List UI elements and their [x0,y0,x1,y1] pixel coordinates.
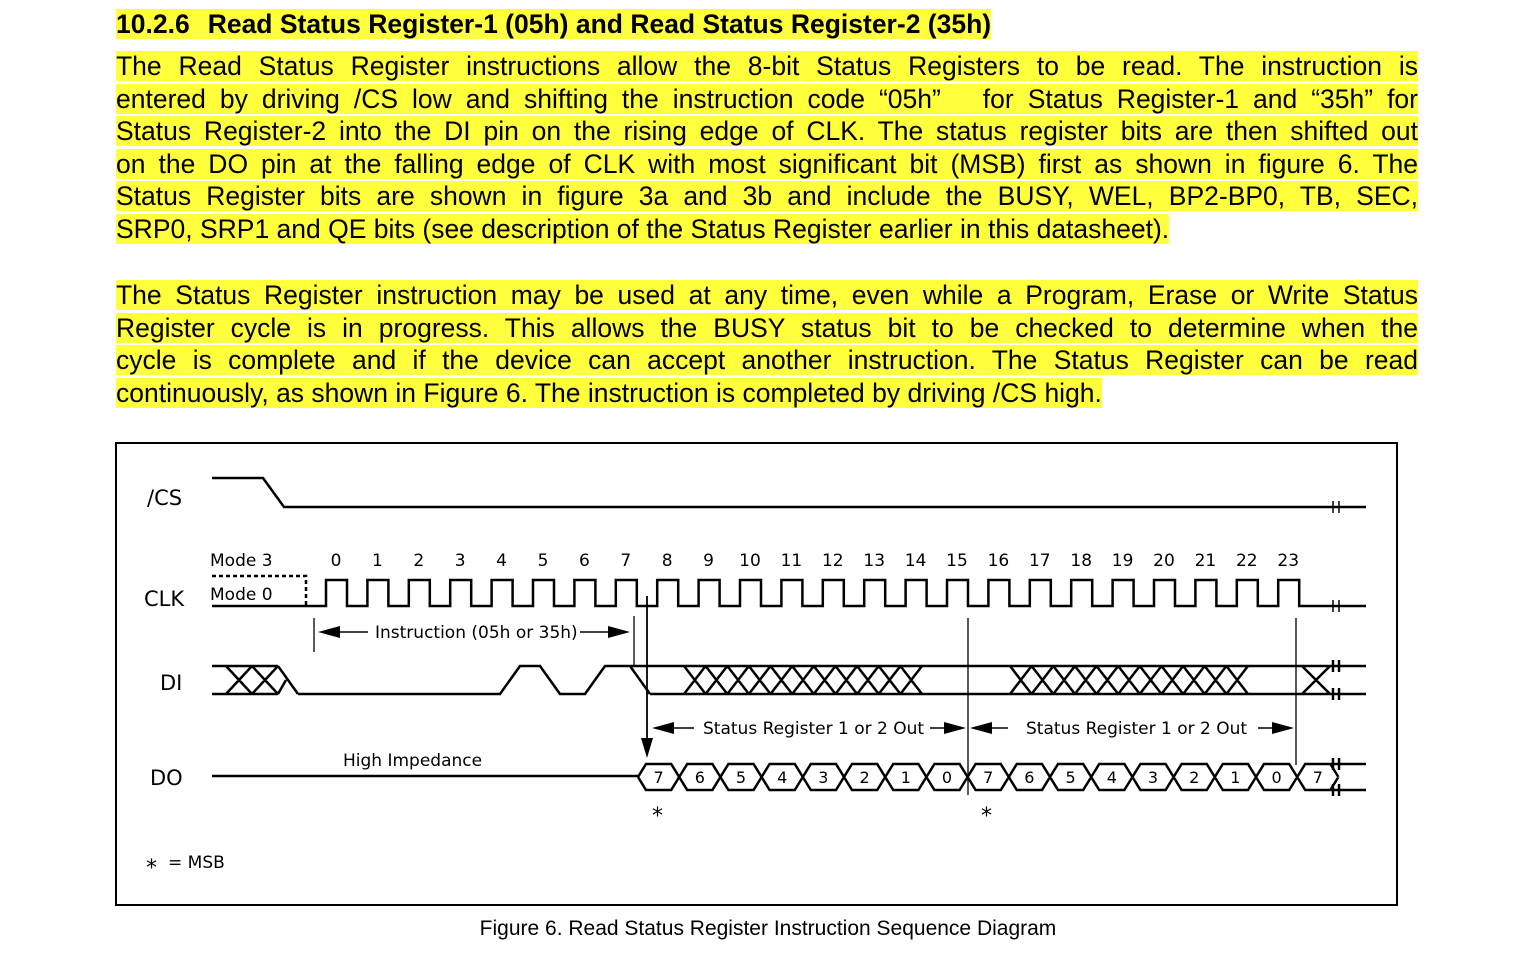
do-label: DO [150,766,183,790]
status-arrow-left-2 [970,722,992,734]
do-bit-label: 2 [1189,768,1200,787]
msb-arrow-head [641,738,653,758]
clock-number: 21 [1194,551,1217,571]
msb-mark: * [652,804,663,829]
do-bit-label: 5 [735,768,747,787]
cs-waveform [212,478,1366,507]
paragraph-line: Status Register-2 into the DI pin on the rising edge of CLK. The status register bits are then shifted out [116,116,1418,146]
mode3-label: Mode 3 [210,551,273,571]
clock-number: 11 [780,551,803,571]
do-bit-label: 5 [1065,768,1076,787]
do-bit-label: 4 [1106,768,1117,787]
instruction-arrow-right [608,626,630,638]
di-waveform [212,660,1366,700]
do-bit-label: 1 [900,768,911,787]
do-bit-label: 4 [777,768,788,787]
clock-number: 22 [1235,551,1258,571]
clk-waveform [212,580,1366,606]
instruction-label: Instruction (05h or 35h) [375,623,578,643]
clock-number: 1 [371,551,383,571]
paragraph-line: entered by driving /CS low and shifting the instruction code “05h” for Status Register-1 and “35h” for [116,83,1418,114]
clock-number: 0 [330,551,342,571]
clock-number: 4 [496,551,508,571]
do-bit-label: 6 [694,768,705,787]
do-bit-label: 1 [1230,768,1241,787]
do-bit-label: 2 [859,768,870,787]
clock-number: 16 [987,551,1010,571]
clock-number: 7 [620,551,632,571]
clock-number: 17 [1028,551,1051,571]
status-out-label-1: Status Register 1 or 2 Out [703,719,925,739]
paragraph-line: Register cycle is in progress. This allows the BUSY status bit to be checked to determine when the [116,312,1418,343]
paragraph-line: Status Register bits are shown in figure 3a and 3b and include the BUSY, WEL, BP2-BP0, TB, SEC, [116,181,1418,211]
clock-number: 8 [661,551,673,571]
clk-label: CLK [144,587,185,611]
clock-number: 19 [1111,551,1134,571]
paragraph-line: The Read Status Register instructions allow the 8-bit Status Registers to be read. The instruction is [116,51,1418,81]
do-bit-label: 7 [653,768,664,787]
clock-number: 10 [739,551,761,571]
paragraph-line: cycle is complete and if the device can accept another instruction. The Status Register can be read [116,345,1418,375]
paragraph-line: continuously, as shown in Figure 6. The instruction is completed by driving /CS high. [116,377,1102,408]
do-bit-label: 7 [1312,768,1323,787]
clock-number: 13 [863,551,886,571]
status-arrow-right-2 [1272,722,1294,734]
legend-mark: * [146,856,157,881]
clock-number: 20 [1153,551,1175,571]
do-bit-label: 6 [1024,768,1035,787]
status-out-label-2: Status Register 1 or 2 Out [1026,719,1248,739]
clock-number: 12 [821,551,844,571]
do-bit-label: 3 [1147,768,1159,787]
clock-number: 5 [537,551,549,571]
mode0-label: Mode 0 [210,585,273,605]
clock-number: 23 [1277,551,1300,571]
clock-number: 14 [904,551,927,571]
section-number: 10.2.6 [116,9,190,39]
section-title: Read Status Register-1 (05h) and Read Status Register-2 (35h) [207,9,992,39]
do-waveform [638,758,1366,796]
clock-number: 6 [578,551,590,571]
clock-number: 18 [1070,551,1093,571]
clock-number: 15 [946,551,968,571]
clock-number: 2 [413,551,425,571]
status-arrow-left-1 [652,722,674,734]
clock-number: 9 [703,551,715,571]
msb-mark: * [981,804,992,829]
di-label: DI [160,671,183,695]
do-bit-label: 0 [1271,768,1282,787]
legend-text: = MSB [168,853,225,873]
clock-number: 3 [454,551,466,571]
paragraph-line: The Status Register instruction may be used at any time, even while a Program, Erase or Write Status [116,280,1418,310]
high-impedance-label: High Impedance [343,751,483,771]
instruction-arrow-left [318,626,340,638]
do-bit-label: 7 [983,768,994,787]
do-bit-label: 3 [818,768,829,787]
cs-label: /CS [147,486,183,510]
paragraph-line: on the DO pin at the falling edge of CLK with most significant bit (MSB) first as shown in figure 6. The [116,148,1418,179]
figure-caption: Figure 6. Read Status Register Instruction Sequence Diagram [479,917,1057,940]
status-arrow-right-1 [944,722,966,734]
paragraph-line: SRP0, SRP1 and QE bits (see description of the Status Register earlier in this datasheet). [116,213,1170,244]
do-bit-label: 0 [941,768,953,787]
